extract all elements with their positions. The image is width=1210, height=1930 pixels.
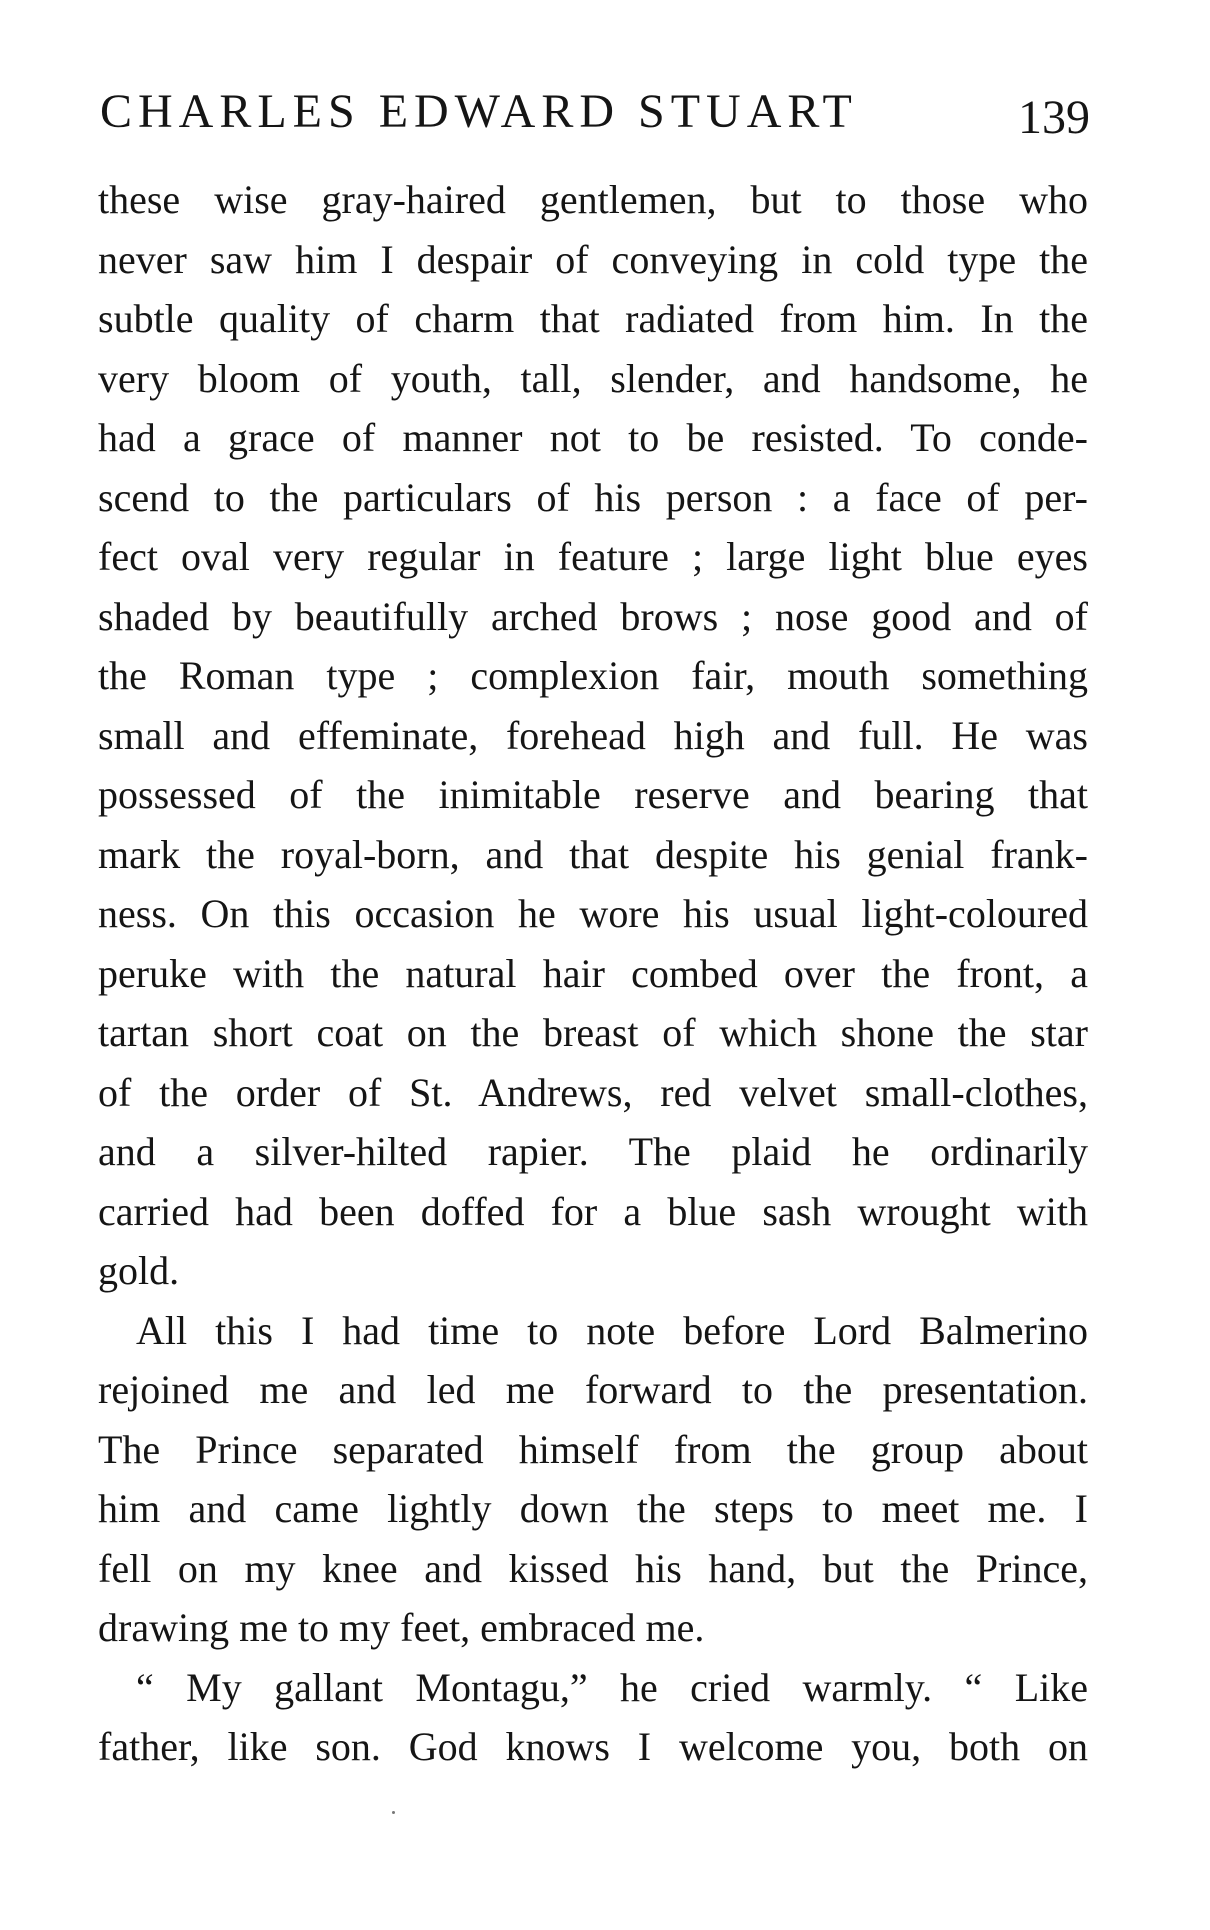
text-line: these wise gray-haired gentlemen, but to those who: [98, 177, 1088, 222]
running-title: CHARLES EDWARD STUART: [100, 85, 858, 138]
text-line: drawing me to my feet, embraced me.: [98, 1605, 705, 1650]
text-line: tartan short coat on the breast of which shone the star: [98, 1010, 1088, 1055]
text-line: fect oval very regular in feature ; large light blue eyes: [98, 534, 1088, 579]
text-line: peruke with the natural hair combed over the front, a: [98, 950, 1088, 996]
text-line: father, like son. God knows I welcome you, both on: [98, 1724, 1088, 1769]
text-line: shaded by beautifully arched brows ; nose good and of: [98, 593, 1088, 639]
text-line: small and effeminate, forehead high and full. He was: [98, 712, 1088, 758]
text-line: the Roman type ; complexion fair, mouth something: [98, 653, 1088, 698]
text-line: subtle quality of charm that radiated from him. In the: [98, 296, 1088, 341]
text-line: All this I had time to note before Lord Balmerino: [136, 1307, 1088, 1353]
body-text: [98, 170, 1088, 1777]
text-line: fell on my knee and kissed his hand, but the Prince,: [98, 1545, 1088, 1591]
text-line: The Prince separated himself from the group about: [98, 1426, 1088, 1472]
paragraph-2: [98, 1301, 1088, 1658]
text-line: very bloom of youth, tall, slender, and handsome, he: [98, 355, 1088, 401]
text-line: ness. On this occasion he wore his usual light-coloured: [98, 891, 1088, 936]
text-line: of the order of St. Andrews, red velvet small-clothes,: [98, 1069, 1088, 1115]
paragraph-1: [98, 170, 1088, 1301]
text-line: never saw him I despair of conveying in cold type the: [98, 236, 1088, 282]
text-line: carried had been doffed for a blue sash wrought with: [98, 1188, 1088, 1234]
text-line: rejoined me and led me forward to the presentation.: [98, 1367, 1088, 1412]
text-line: “ My gallant Montagu,” he cried warmly. “ Like: [136, 1664, 1088, 1710]
text-line: gold.: [98, 1248, 180, 1293]
text-line: scend to the particulars of his person : a face of per-: [98, 474, 1088, 520]
text-line: possessed of the inimitable reserve and bearing that: [98, 772, 1088, 817]
running-header: [100, 82, 1090, 142]
page-number: 139: [1018, 91, 1090, 144]
paragraph-3: [98, 1658, 1088, 1777]
text-line: and a silver-hilted rapier. The plaid he ordinarily: [98, 1129, 1088, 1174]
print-speck: [392, 1811, 395, 1814]
text-line: mark the royal-born, and that despite his genial frank-: [98, 831, 1088, 877]
text-line: had a grace of manner not to be resisted. To conde-: [98, 415, 1088, 460]
text-line: him and came lightly down the steps to meet me. I: [98, 1486, 1088, 1531]
